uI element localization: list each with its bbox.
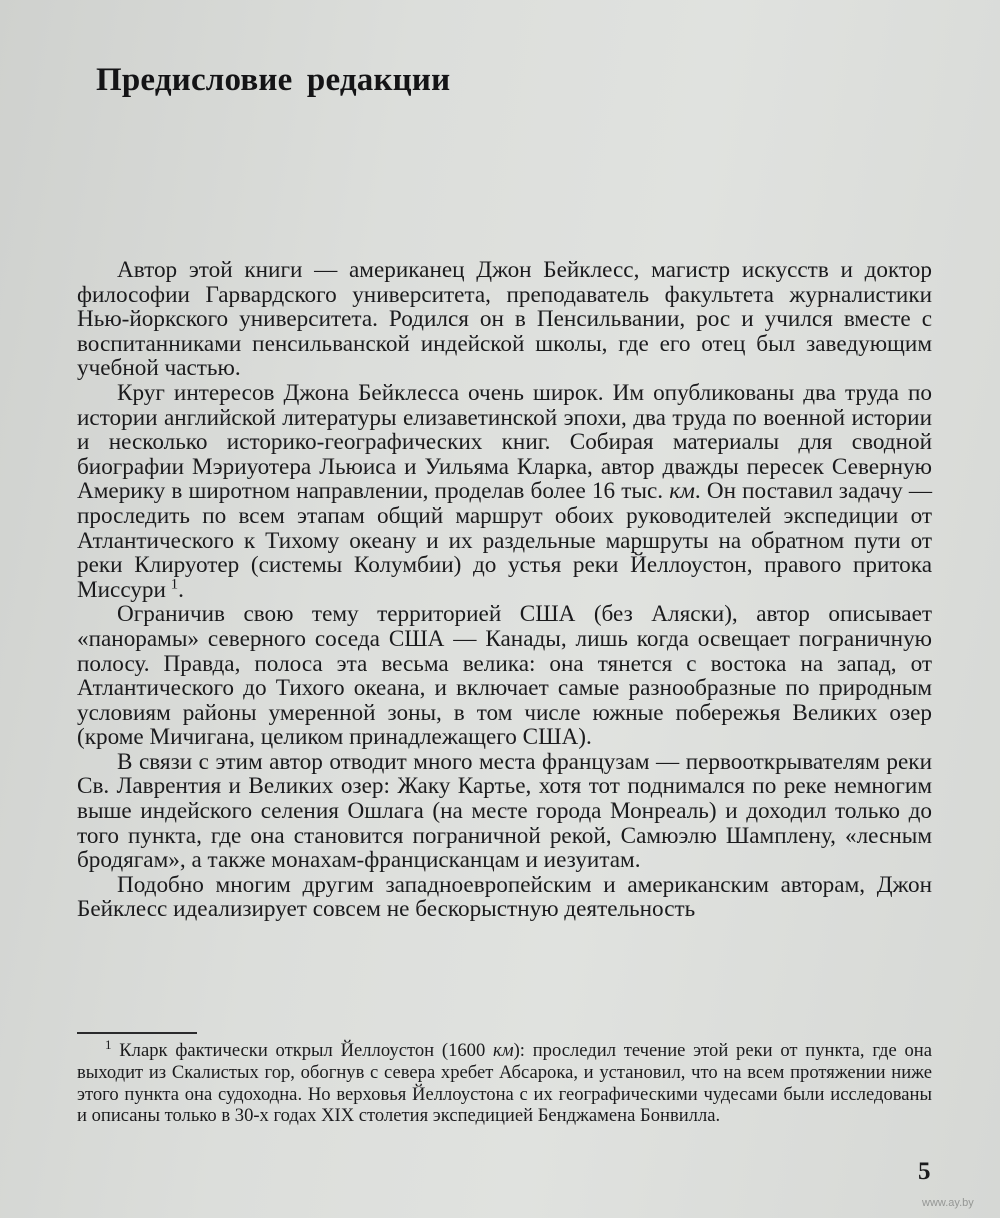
footnote-divider <box>77 1032 197 1034</box>
page-number: 5 <box>918 1158 931 1185</box>
watermark: www.ay.by <box>922 1197 974 1209</box>
paragraph-2-rest: . Он поставил задачу — проследить по всем этапам общий маршрут обоих руководителей экспедиции от Атлантического к Тихому океану и их раздельные маршруты на обратном пути от реки Клируотер (системы Колумбии) до устья реки Йеллоустон, правого притока Миссури <box>77 478 933 603</box>
paragraph-1: Автор этой книги — американец Джон Бейклесс, магистр искусств и доктор философии Гарвардского университета, преподаватель факультета журналистики Нью-йоркского университета. Родился он в Пенсильвании, рос и учился вместе с воспитанниками пенсильванской индейской школы, где его отец был заведующим учебной частью. <box>77 257 932 382</box>
footnote <box>77 1036 933 1127</box>
footnote-text-1: Кларк фактически открыл Йеллоустон (1600 <box>119 1040 494 1061</box>
paragraph-2-start: Круг интересов Джона Бейклесса очень широк. Им опубликованы два труда по истории английской литературы елизаветинской эпохи, два труда по военной истории и несколько историко-географических книг. Собирая материалы для сводной биографии Мэриуотера Льюиса и Уильяма Кларка, автор дважды пересек Северную Америку в широтном направлении, проделав более 16 тыс. <box>77 379 932 505</box>
paragraph-2: Круг интересов Джона Бейклесса очень широк. Им опубликованы два труда по истории английской литературы елизаветинской эпохи, два труда по военной истории и несколько историко-географических книг. Собирая материалы для сводной биографии Мэриуотера Льюиса и Уильяма Кларка, автор дважды пересек Северную Америку в широтном направлении, проделав более 16 тыс. км. Он поставил задачу — проследить по всем этапам общий маршрут обоих руководителей экспедиции от Атлантического к Тихому океану и их раздельные маршруты на обратном пути от реки Клируотер (системы Колумбии) до устья реки Йеллоустон, правого притока Миссури $^1$. <box>77 379 933 603</box>
paragraph-3: Ограничив свою тему территорией США (без Аляски), автор описывает «панорамы» северного соседа США — Канады, лишь когда освещает пограничную полосу. Правда, полоса эта весьма велика: она тянется с востока на запад, от Атлантического до Тихого океана, и включает самые разнообразные по природным условиям районы умеренной зоны, в том числе южные побережья Великих озер (кроме Мичигана, целиком принадлежащего США). <box>77 601 932 751</box>
paragraph-5: Подобно многим другим западноевропейским и американским авторам, Джон Бейклесс идеализирует совсем не бескорыстную деятельность <box>77 871 932 923</box>
unit-km: км <box>669 478 695 505</box>
footnote-reference[interactable]: 1 <box>170 575 179 592</box>
body-text <box>77 258 932 922</box>
paragraph-4: В связи с этим автор отводит много места французам — первооткрывателям реки Св. Лаврентия и Великих озер: Жаку Картье, хотя тот поднимался по реке немногим выше индейского селения Ошлага (на месте города Монреаль) и доходил только до того пункта, где она становится пограничной рекой, Самюэлю Шамплену, «лесным бродягам», а также монахам-францисканцам и иезуитам. <box>77 748 932 874</box>
footnote-unit-km: км <box>493 1040 514 1061</box>
footnote-mark: 1 <box>105 1036 112 1052</box>
footnote-text-2: ): проследил течение этой реки от пункта, где она выходит из Скалистых гор, обогнув с севера хребет Абсарока, и установил, что на всем протяжении ниже этого пункта она судоходна. Но верховья Йеллоустона с их географическими чудесами были исследованы и описаны только в 30-х годах XIX столетия экспедицией Бенджамена Бонвилла. <box>77 1040 933 1127</box>
page-title: Предисловие редакции <box>96 62 451 98</box>
